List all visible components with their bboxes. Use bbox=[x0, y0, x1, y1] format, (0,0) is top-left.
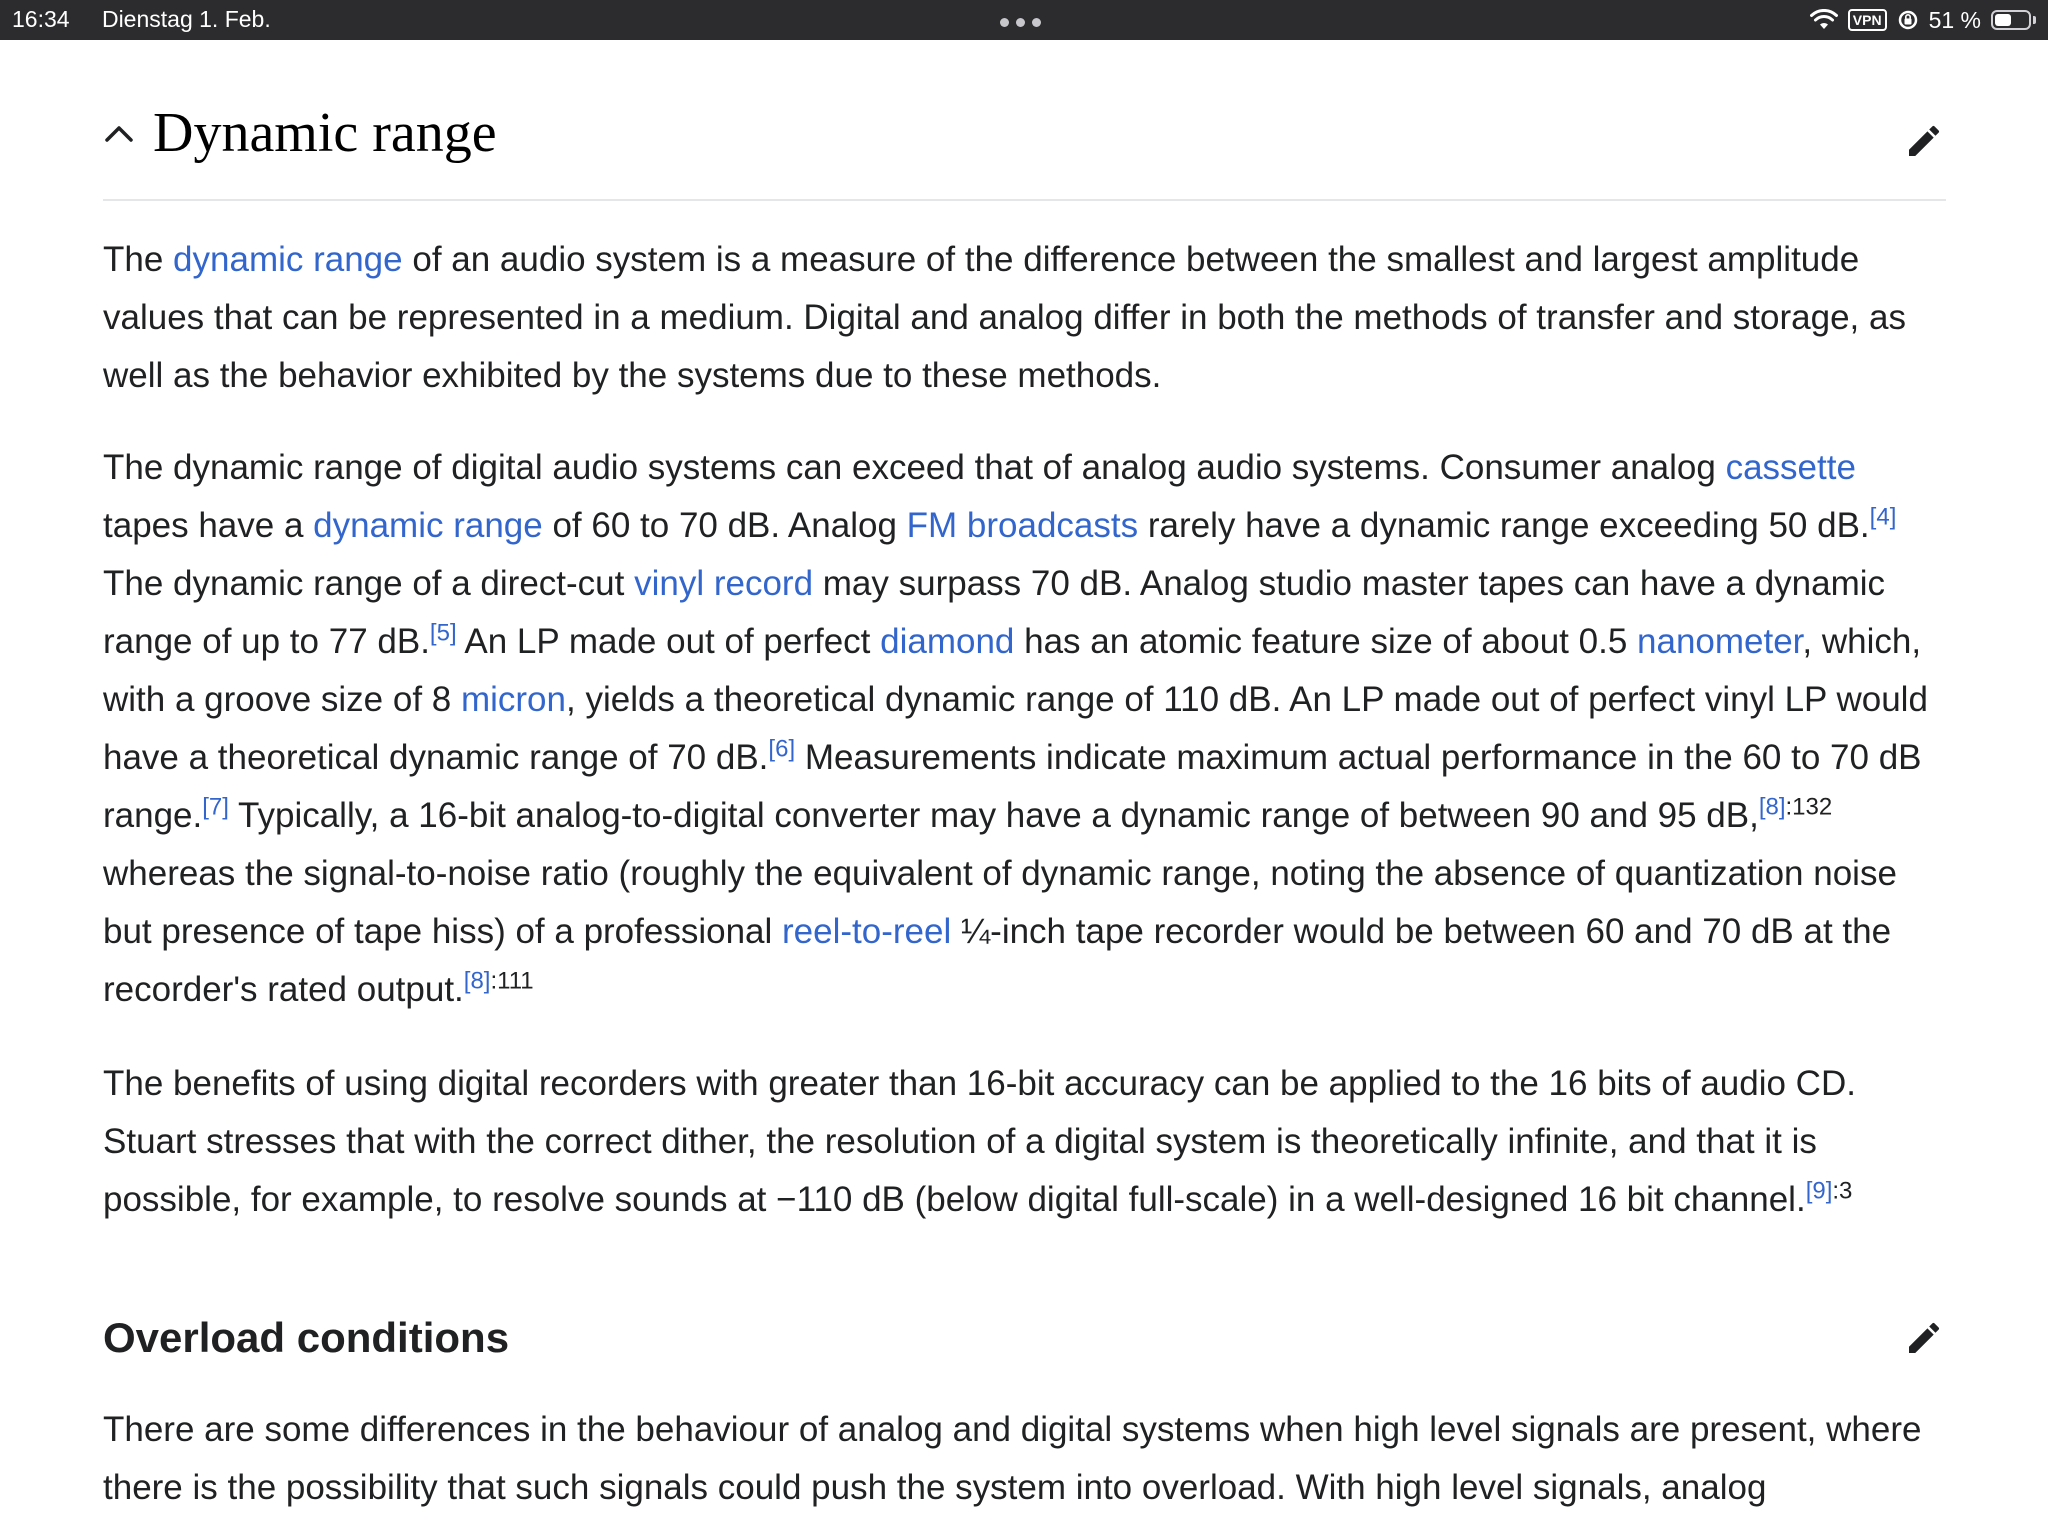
text: Typically, a 16-bit analog-to-digital converter may have a dynamic range of between 90 and 95 dB, bbox=[228, 796, 1759, 835]
status-date: Dienstag 1. Feb. bbox=[101, 6, 271, 32]
paragraph-overload: There are some differences in the behaviour of analog and digital systems when high level signals are present, where there is the possibility that such signals could push the system into overload. With high level signals, analog bbox=[103, 1410, 1922, 1507]
edit-pencil-icon[interactable] bbox=[1904, 1318, 1944, 1358]
citation-page: :111 bbox=[490, 967, 534, 995]
link-fm-broadcasts[interactable]: FM broadcasts bbox=[906, 506, 1139, 545]
chevron-up-icon[interactable] bbox=[103, 118, 135, 150]
citation-ref[interactable]: [4] bbox=[1869, 503, 1897, 531]
status-time: 16:34 bbox=[12, 6, 70, 32]
wifi-icon bbox=[1810, 9, 1838, 31]
battery-cap bbox=[2033, 16, 2036, 24]
vpn-icon: VPN bbox=[1848, 9, 1887, 31]
status-bar bbox=[0, 0, 2048, 40]
section-title: Dynamic range bbox=[153, 102, 497, 164]
link-micron[interactable]: micron bbox=[460, 680, 566, 719]
section-heading[interactable] bbox=[103, 40, 1946, 201]
text: An LP made out of perfect bbox=[456, 622, 881, 661]
article-content bbox=[103, 40, 1946, 1517]
citation-ref[interactable]: [8] bbox=[1758, 793, 1786, 821]
citation-ref[interactable]: [8] bbox=[463, 967, 491, 995]
link-nanometer[interactable]: nanometer bbox=[1637, 622, 1803, 661]
status-right bbox=[1800, 5, 2036, 35]
subsection-title: Overload conditions bbox=[103, 1314, 510, 1361]
link-dynamic-range[interactable]: dynamic range bbox=[313, 506, 543, 545]
paragraph-benefits bbox=[103, 1055, 1946, 1229]
text: The benefits of using digital recorders with greater than 16-bit accuracy can be applied to the 16 bits of audio CD. Stuart stresses that with the correct dither, the resolution of a digital system is theoretically infinite, and that it is possible, for example, to resolve sounds at −110 dB (below digital full-scale) in a well-designed 16 bit channel. bbox=[103, 1064, 1856, 1219]
citation-page: :132 bbox=[1785, 793, 1833, 821]
text: , which, with a groove size of 8 bbox=[103, 622, 1922, 719]
text: The dynamic range of digital audio systems can exceed that of analog audio systems. Consumer analog bbox=[103, 448, 1726, 487]
link-cassette[interactable]: cassette bbox=[1725, 448, 1856, 487]
text: Measurements indicate maximum actual performance in the 60 to 70 dB range. bbox=[103, 738, 1922, 835]
battery-percent: 51 % bbox=[1928, 6, 1981, 33]
link-reel-to-reel[interactable]: reel-to-reel bbox=[782, 912, 952, 951]
citation-ref[interactable]: [9] bbox=[1805, 1177, 1833, 1205]
text: The bbox=[103, 240, 174, 279]
paragraph-intro bbox=[103, 231, 1946, 405]
link-dynamic-range[interactable]: dynamic range bbox=[173, 240, 403, 279]
paragraph-comparison bbox=[103, 439, 1946, 1019]
text: ¼-inch tape recorder would be between 60 and 70 dB at the recorder's rated output. bbox=[103, 912, 1892, 1009]
text: has an atomic feature size of about 0.5 bbox=[1014, 622, 1638, 661]
link-diamond[interactable]: diamond bbox=[880, 622, 1015, 661]
edit-pencil-icon[interactable] bbox=[1904, 121, 1944, 161]
text: tapes have a bbox=[103, 506, 314, 545]
text: whereas the signal-to-noise ratio (roughly the equivalent of dynamic range, noting the absence of quantization noise but presence of tape hiss) of a professional bbox=[103, 854, 1897, 951]
orientation-lock-icon bbox=[1897, 9, 1919, 31]
text: of 60 to 70 dB. Analog bbox=[542, 506, 907, 545]
text: The dynamic range of a direct-cut bbox=[103, 564, 635, 603]
text: may surpass 70 dB. Analog studio master tapes can have a dynamic range of up to 77 dB. bbox=[103, 564, 1886, 661]
citation-ref[interactable]: [5] bbox=[429, 619, 457, 647]
text: of an audio system is a measure of the difference between the smallest and largest amplitude values that can be represented in a medium. Digital and analog differ in both the methods of transfer and storage, as well as the behavior exhibited by the systems due to these methods. bbox=[103, 240, 1906, 395]
citation-ref[interactable]: [7] bbox=[202, 793, 229, 821]
battery-fill bbox=[1995, 14, 2011, 26]
citation-page: :3 bbox=[1832, 1177, 1853, 1205]
status-left bbox=[12, 6, 297, 33]
multitasking-dots-icon[interactable] bbox=[1000, 10, 1046, 22]
citation-ref[interactable]: [6] bbox=[768, 735, 796, 763]
subsection-heading bbox=[103, 1309, 1946, 1367]
battery-icon bbox=[1991, 10, 2031, 30]
text: , yields a theoretical dynamic range of 110 dB. An LP made out of perfect vinyl LP would have a theoretical dynamic range of 70 dB. bbox=[103, 680, 1928, 777]
link-vinyl-record[interactable]: vinyl record bbox=[634, 564, 814, 603]
text: rarely have a dynamic range exceeding 50 dB. bbox=[1138, 506, 1870, 545]
